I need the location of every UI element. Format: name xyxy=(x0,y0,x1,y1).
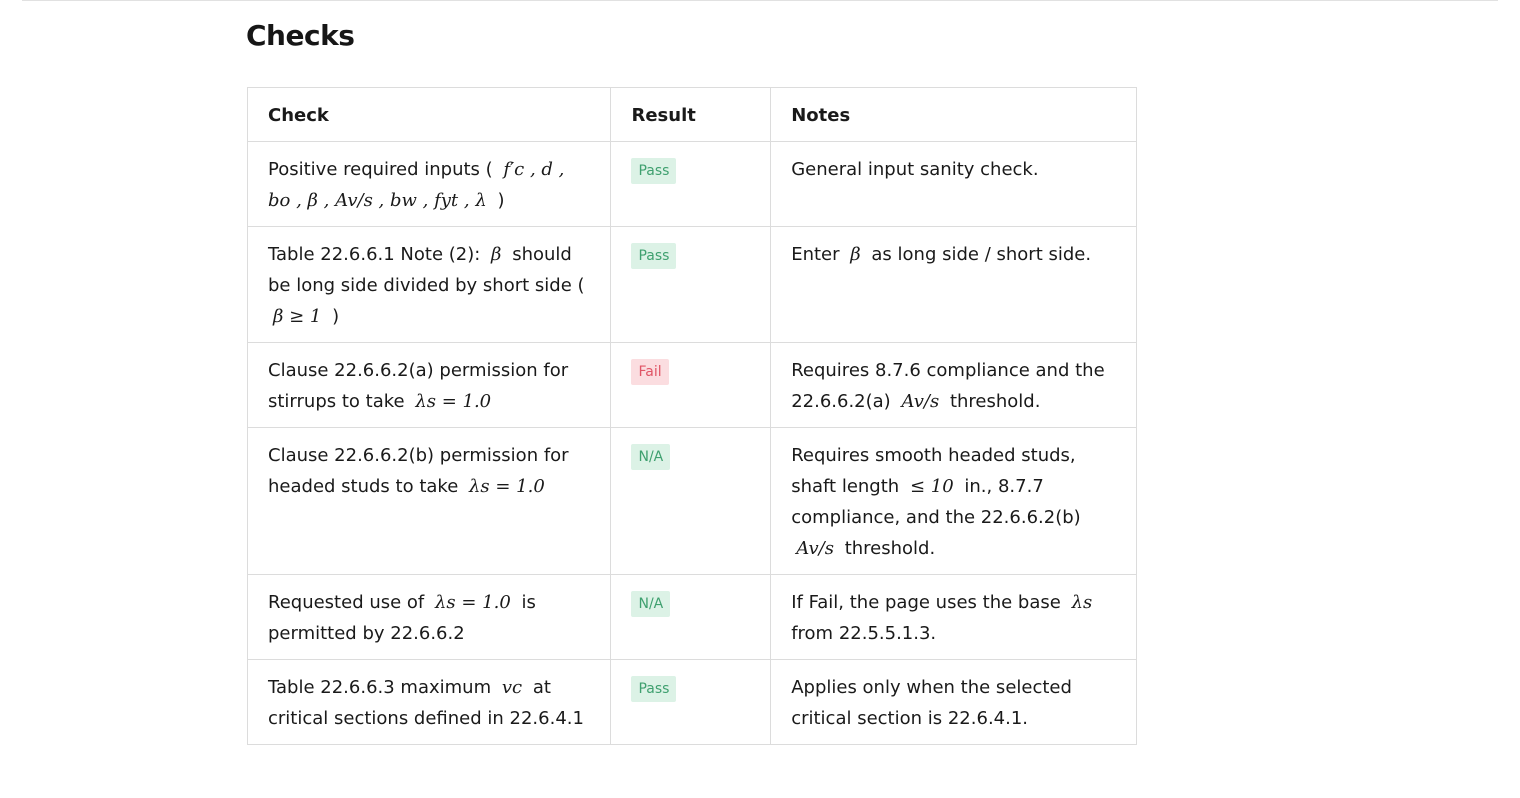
status-badge: Pass xyxy=(631,243,676,269)
status-badge: Fail xyxy=(631,359,668,385)
notes-text: Requires smooth headed studs, shaft length xyxy=(791,445,1076,497)
notes-math: λs xyxy=(1071,592,1093,613)
notes-text-suffix: from 22.5.5.1.3. xyxy=(791,623,937,644)
table-row xyxy=(248,428,1137,575)
result-cell xyxy=(611,142,771,227)
check-text-suffix: ) xyxy=(497,190,505,211)
status-badge: N/A xyxy=(631,444,670,470)
check-math: f′c , d , bo , β , Av/s , bw , fyt , λ xyxy=(268,159,565,211)
notes-cell xyxy=(771,227,1137,343)
notes-text: If Fail, the page uses the base xyxy=(791,592,1061,613)
notes-cell xyxy=(771,428,1137,575)
notes-cell xyxy=(771,660,1137,745)
check-cell xyxy=(248,660,611,745)
notes-math: ≤ 10 xyxy=(909,476,954,497)
notes-math: β xyxy=(850,244,861,265)
check-cell xyxy=(248,142,611,227)
check-text: Table 22.6.6.1 Note (2): xyxy=(268,244,481,265)
notes-text: Enter xyxy=(791,244,840,265)
check-text: Table 22.6.6.3 maximum xyxy=(268,677,492,698)
status-badge: Pass xyxy=(631,676,676,702)
check-cell xyxy=(248,227,611,343)
notes-text-suffix: as long side / short side. xyxy=(871,244,1092,265)
notes-cell xyxy=(771,575,1137,660)
header-notes: Notes xyxy=(771,88,1137,142)
table-row xyxy=(248,227,1137,343)
top-divider xyxy=(22,0,1498,1)
check-math: λs = 1.0 xyxy=(415,391,492,412)
check-math: λs = 1.0 xyxy=(469,476,545,497)
check-math: β xyxy=(491,244,502,265)
notes-text-suffix: threshold. xyxy=(844,538,936,559)
result-cell xyxy=(611,227,771,343)
notes-cell xyxy=(771,343,1137,428)
notes-cell xyxy=(771,142,1137,227)
check-text-suffix: is permitted by 22.6.6.2 xyxy=(268,592,536,644)
notes-text-middle: in., 8.7.7 compliance, and the 22.6.6.2(b) xyxy=(791,476,1081,528)
check-text: Requested use of xyxy=(268,592,425,613)
result-cell xyxy=(611,575,771,660)
notes-math: Av/s xyxy=(901,391,940,412)
check-text: Positive required inputs ( xyxy=(268,159,493,180)
check-math: λs = 1.0 xyxy=(435,592,511,613)
table-row xyxy=(248,343,1137,428)
check-cell xyxy=(248,575,611,660)
status-badge: Pass xyxy=(631,158,676,184)
header-check: Check xyxy=(248,88,611,142)
page-title: Checks xyxy=(246,19,355,52)
notes-text: Applies only when the selected critical section is 22.6.4.1. xyxy=(791,677,1072,729)
notes-text: General input sanity check. xyxy=(791,159,1039,180)
table-row xyxy=(248,660,1137,745)
header-result: Result xyxy=(611,88,771,142)
table-row xyxy=(248,142,1137,227)
check-cell xyxy=(248,343,611,428)
check-text-suffix: at critical sections defined in 22.6.4.1 xyxy=(268,677,584,729)
check-text: Clause 22.6.6.2(b) permission for headed studs to take xyxy=(268,445,569,497)
check-math-2: β ≥ 1 xyxy=(273,306,322,327)
checks-table xyxy=(247,87,1137,745)
notes-math-2: Av/s xyxy=(796,538,834,559)
notes-text-suffix: threshold. xyxy=(949,391,1041,412)
status-badge: N/A xyxy=(631,591,670,617)
check-cell xyxy=(248,428,611,575)
check-text: Clause 22.6.6.2(a) permission for stirrups to take xyxy=(268,360,569,412)
check-text-middle: should be long side divided by short side ( xyxy=(268,244,585,296)
table-header-row xyxy=(248,88,1137,142)
check-math: vc xyxy=(501,677,523,698)
table-row xyxy=(248,575,1137,660)
result-cell xyxy=(611,343,771,428)
notes-text: Requires 8.7.6 compliance and the 22.6.6.2(a) xyxy=(791,360,1105,412)
check-text-suffix: ) xyxy=(332,306,340,327)
result-cell xyxy=(611,660,771,745)
result-cell xyxy=(611,428,771,575)
